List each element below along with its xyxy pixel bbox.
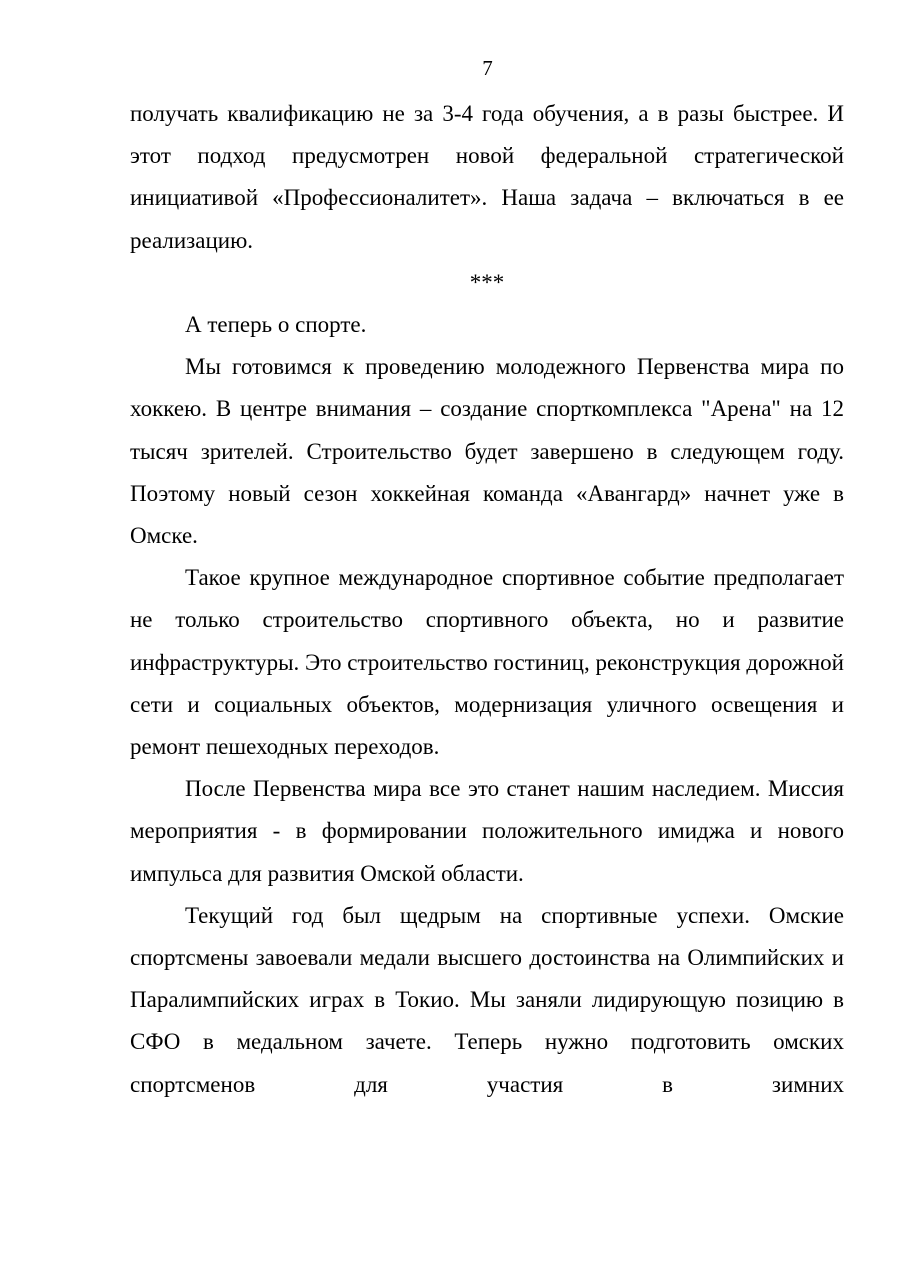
paragraph-sport-intro: А теперь о спорте. bbox=[185, 312, 367, 338]
body-text bbox=[130, 93, 844, 1106]
paragraph-sport-successes: Текущий год был щедрым на спортивные успехи. Омские спортсмены завоевали медали высшего достоинства на Олимпийских и Паралимпийских играх в Токио. Мы заняли лидирующую позицию в СФО в медальном зачете. Теперь нужно подготовить омских спортсменов для участия в зимних bbox=[130, 902, 844, 1097]
page-number: 7 bbox=[482, 56, 493, 80]
section-separator: *** bbox=[469, 269, 505, 295]
paragraph-legacy: После Первенства мира все это станет нашим наследием. Миссия мероприятия - в формировании положительного имиджа и нового импульса для развития Омской области. bbox=[130, 776, 844, 886]
paragraph-infrastructure: Такое крупное международное спортивное событие предполагает не только строительство спортивного объекта, но и развитие инфраструктуры. Это строительство гостиниц, реконструкция дорожной сети и социальных объектов, модернизация уличного освещения и ремонт пешеходных переходов. bbox=[130, 565, 844, 760]
paragraph-continuation: получать квалификацию не за 3-4 года обучения, а в разы быстрее. И этот подход предусмотрен новой федеральной стратегической инициативой «Профессионалитет». Наша задача – включаться в ее реализацию. bbox=[130, 101, 844, 253]
paragraph-hockey-championship: Мы готовимся к проведению молодежного Первенства мира по хоккею. В центре внимания – создание спорткомплекса "Арена" на 12 тысяч зрителей. Строительство будет завершено в следующем году. Поэтому новый сезон хоккейная команда «Авангард» начнет уже в Омске. bbox=[130, 354, 844, 549]
